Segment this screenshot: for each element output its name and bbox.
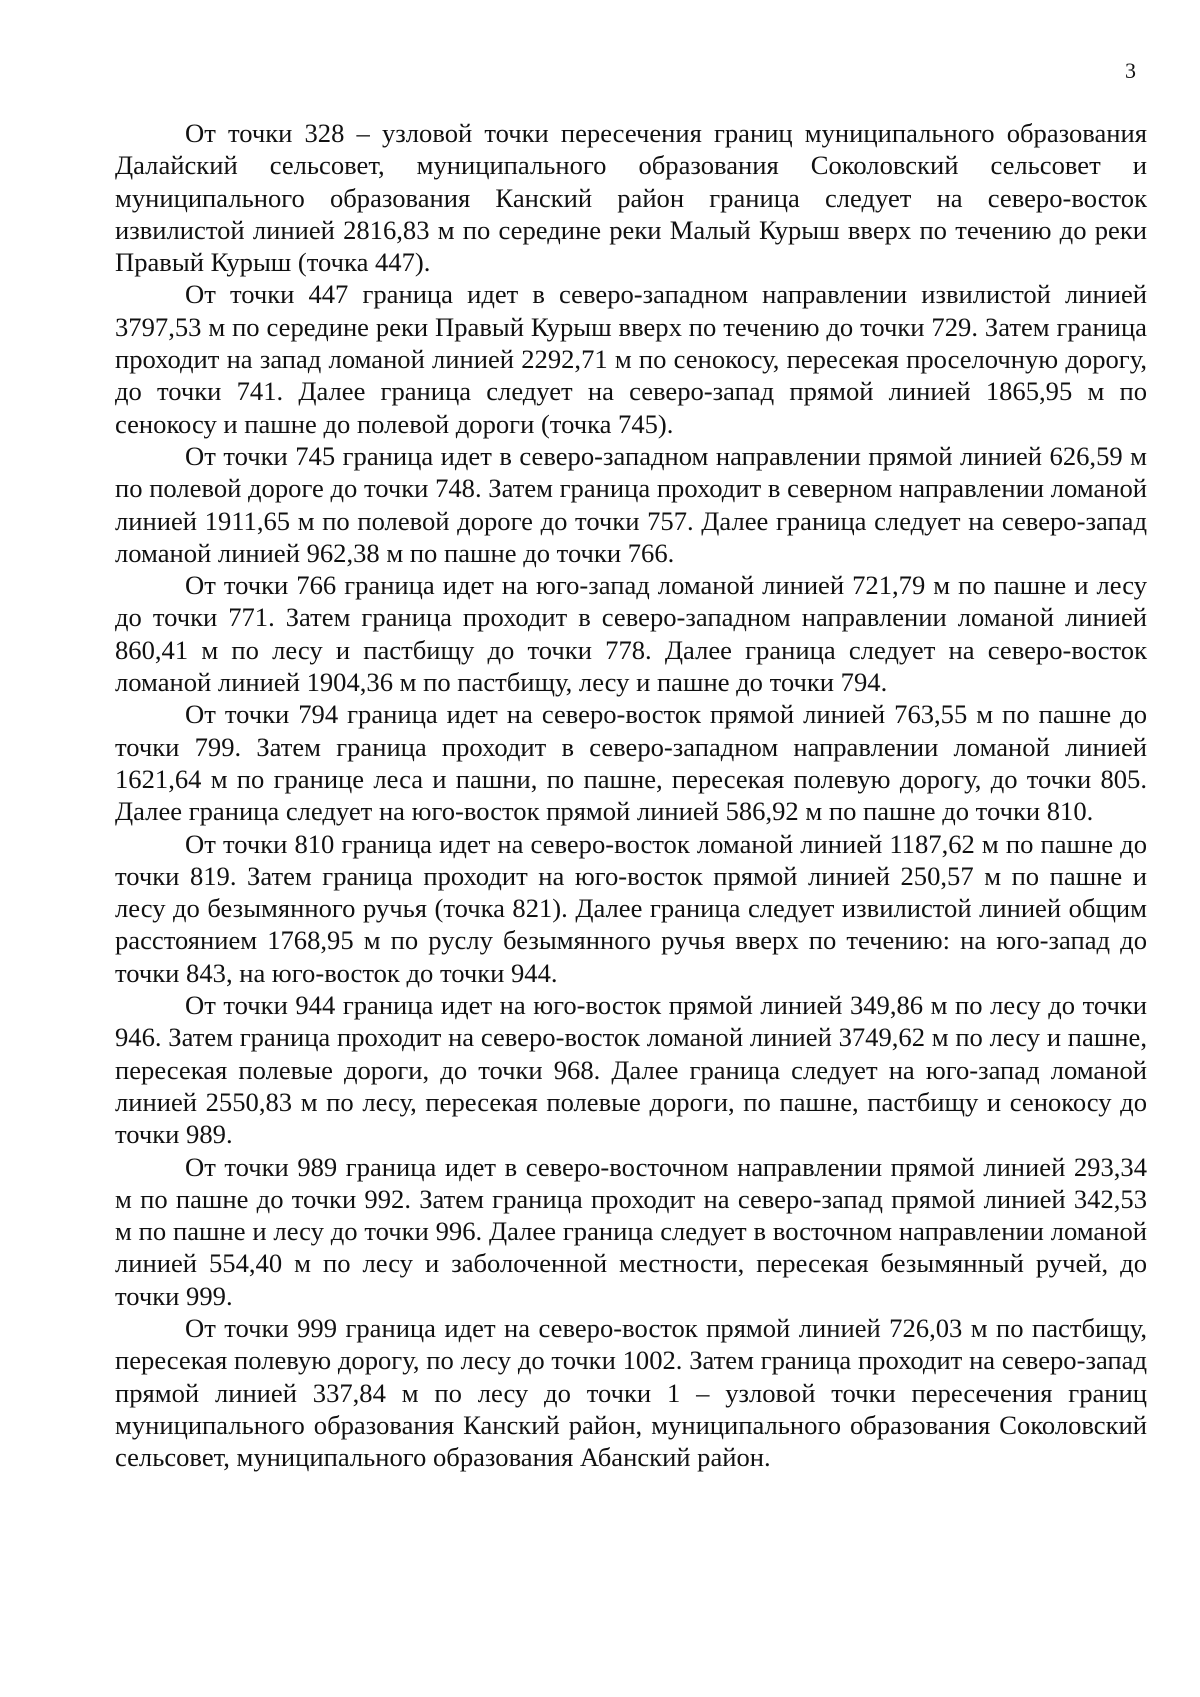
paragraph-point-999: От точки 999 граница идет на северо-восток прямой линией 726,03 м по пастбищу, пересекая полевую дорогу, по лесу до точки 1002. Затем граница проходит на северо-запад прямой линией 337,84 м по лесу до точки 1 – узловой точки пересечения границ муниципального образования Канский район, муниципального образования Соколовский сельсовет, муниципального образования Абанский район. (115, 1312, 1147, 1473)
paragraph-point-328: От точки 328 – узловой точки пересечения границ муниципального образования Далайский сельсовет, муниципального образования Соколовский сельсовет и муниципального образования Канский район граница следует на северо-восток извилистой линией 2816,83 м по середине реки Малый Курыш вверх по течению до реки Правый Курыш (точка 447). (115, 118, 1147, 278)
paragraph-point-745: От точки 745 граница идет в северо-западном направлении прямой линией 626,59 м по полевой дороге до точки 748. Затем граница проходит в северном направлении ломаной линией 1911,65 м по полевой дороге до точки 757. Далее граница следует на северо-запад ломаной линией 962,38 м по пашне до точки 766. (115, 440, 1147, 568)
page-number: 3 (1125, 58, 1136, 83)
paragraph-point-810: От точки 810 граница идет на северо-восток ломаной линией 1187,62 м по пашне до точки 819. Затем граница проходит на юго-восток прямой линией 250,57 м по пашне и лесу до безымянного ручья (точка 821). Далее граница следует извилистой линией общим расстоянием 1768,95 м по руслу безымянного ручья вверх по течению: на юго-запад до точки 843, на юго-восток до точки 944. (115, 828, 1147, 988)
paragraph-point-447: От точки 447 граница идет в северо-западном направлении извилистой линией 3797,53 м по середине реки Правый Курыш вверх по течению до точки 729. Затем граница проходит на запад ломаной линией 2292,71 м по сенокосу, пересекая проселочную дорогу, до точки 741. Далее граница следует на северо-запад прямой линией 1865,95 м по сенокосу и пашне до полевой дороги (точка 745). (115, 279, 1147, 439)
document-body (115, 117, 1147, 1473)
paragraph-point-944: От точки 944 граница идет на юго-восток прямой линией 349,86 м по лесу до точки 946. Затем граница проходит на северо-восток ломаной линией 3749,62 м по лесу и пашне, пересекая полевые дороги, до точки 968. Далее граница следует на юго-запад ломаной линией 2550,83 м по лесу, пересекая полевые дороги, по пашне, пастбищу и сенокосу до точки 989. (115, 990, 1147, 1150)
paragraph-point-989: От точки 989 граница идет в северо-восточном направлении прямой линией 293,34 м по пашне до точки 992. Затем граница проходит на северо-запад прямой линией 342,53 м по пашне и лесу до точки 996. Далее граница следует в восточном направлении ломаной линией 554,40 м по лесу и заболоченной местности, пересекая безымянный ручей, до точки 999. (115, 1151, 1147, 1311)
paragraph-point-794: От точки 794 граница идет на северо-восток прямой линией 763,55 м по пашне до точки 799. Затем граница проходит в северо-западном направлении ломаной линией 1621,64 м по границе леса и пашни, по пашне, пересекая полевую дорогу, до точки 805. Далее граница следует на юго-восток прямой линией 586,92 м по пашне до точки 810. (115, 699, 1147, 827)
paragraph-point-766: От точки 766 граница идет на юго-запад ломаной линией 721,79 м по пашне и лесу до точки 771. Затем граница проходит в северо-западном направлении ломаной линией 860,41 м по лесу и пастбищу до точки 778. Далее граница следует на северо-восток ломаной линией 1904,36 м по пастбищу, лесу и пашне до точки 794. (115, 570, 1147, 698)
